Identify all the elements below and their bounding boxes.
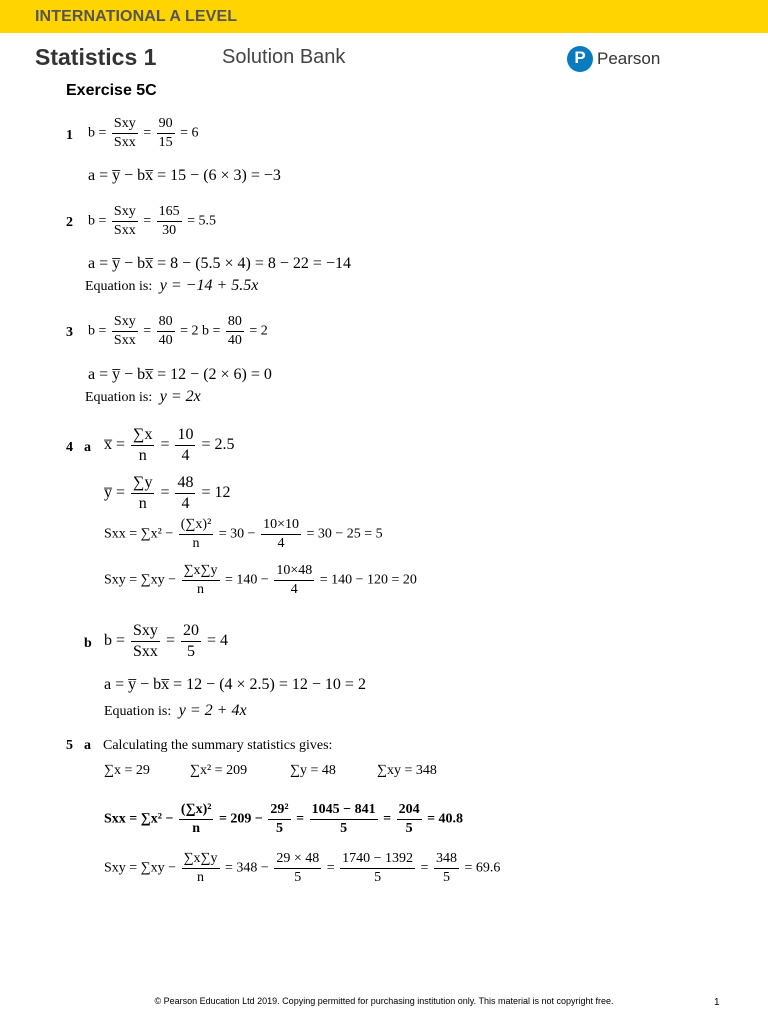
q4-a-equation: a = y̅ − bx̅ = 12 − (4 × 2.5) = 12 − 10 = 2 [104,676,366,693]
question-5-number: 5 [66,738,73,753]
pearson-logo-icon: P [567,46,593,72]
q4-b-equation: b = $\frac{\text{Sxy}}{\text{Sxx}}$ = $\frac{20}{5}$ = 4 [104,622,228,660]
pearson-logo [567,46,660,72]
page-subtitle: Solution Bank [222,46,346,68]
q5-part-a-label: a [84,738,91,753]
page-number: 1 [714,997,720,1008]
question-4-number: 4 [66,440,73,455]
q3-equation-line: Equation is: y = 2x [85,388,201,405]
copyright-footer: © Pearson Education Ltd 2019. Copying permitted for purchasing institution only. This material is not copyright free. [154,996,614,1006]
q4-sxy-equation: Sxy = ∑xy − $\frac{\sum x\sum y}{n}$ = 140 − $\frac{10\times 48}{4}$ = 140 − 120 = 20 [104,563,417,597]
question-3-number: 3 [66,325,73,340]
q5-sum-xy: ∑xy = 348 [377,763,437,778]
q5-sum-y: ∑y = 48 [290,763,336,778]
q1-a-equation: a = y̅ − bx̅ = 15 − (6 × 3) = −3 [88,167,281,184]
q2-b-equation: b = $\frac{\text{Sxy}}{\text{Sxx}}$ = $\frac{165}{30}$ = 5.5 [88,204,217,238]
q5-sxy-equation: Sxy = ∑xy − $\frac{\sum x\sum y}{n}$ = 348 − $\frac{29 \times 48}{5}$ = $\frac{1740 - 1392}{5}$ = $\frac{348}{5}$ = 69.6 [104,851,501,885]
q4-part-b-label: b [84,636,92,651]
exercise-title: Exercise 5C [66,82,157,99]
q4-equation-line: Equation is: y = 2 + 4x [104,702,247,719]
q3-b-equation: b = $\frac{\text{Sxy}}{\text{Sxx}}$ = $\frac{80}{40}$ = 2 b = $\frac{80}{40}$ = 2 [88,314,268,348]
q5-intro-text: Calculating the summary statistics gives: [103,738,333,753]
header-band [0,0,768,33]
q4-sxx-equation: Sxx = ∑x² − $\frac{\text{(∑x)²}}{n}$ = 30 − $\frac{10\times 10}{4}$ = 30 − 25 = 5 [104,517,383,551]
page-title: Statistics 1 [35,44,157,70]
q3-a-equation: a = y̅ − bx̅ = 12 − (2 × 6) = 0 [88,366,272,383]
q5-sum-x-squared: ∑x² = 209 [190,763,248,778]
question-1-number: 1 [66,128,73,143]
question-2-number: 2 [66,215,73,230]
q4-ybar-equation: y̅ = $\frac{\sum y}{n}$ = $\frac{48}{4}$ = 12 [104,474,231,512]
q1-b-equation: b = $\frac{\text{Sxy}}{\text{Sxx}}$ = $\frac{90}{15}$ = 6 [88,116,199,150]
q5-sxx-equation: Sxx = ∑x² − $\frac{\text{(∑x)²}}{n}$ = 209 − $\frac{\text{29²}}{5}$ = $\frac{1045 - 841}{5}$ = $\frac{204}{5}$ = 40.8 [104,802,464,836]
q2-equation-line: Equation is: y = −14 + 5.5x [85,277,259,294]
qualification-label: INTERNATIONAL A LEVEL [35,8,238,25]
pearson-logo-text: Pearson [597,49,661,68]
q4-xbar-equation: x̅ = $\frac{\sum x}{n}$ = $\frac{10}{4}$ = 2.5 [104,426,235,464]
q4-part-a-label: a [84,440,91,455]
q5-sum-x: ∑x = 29 [104,763,150,778]
q2-a-equation: a = y̅ − bx̅ = 8 − (5.5 × 4) = 8 − 22 = −14 [88,255,351,272]
